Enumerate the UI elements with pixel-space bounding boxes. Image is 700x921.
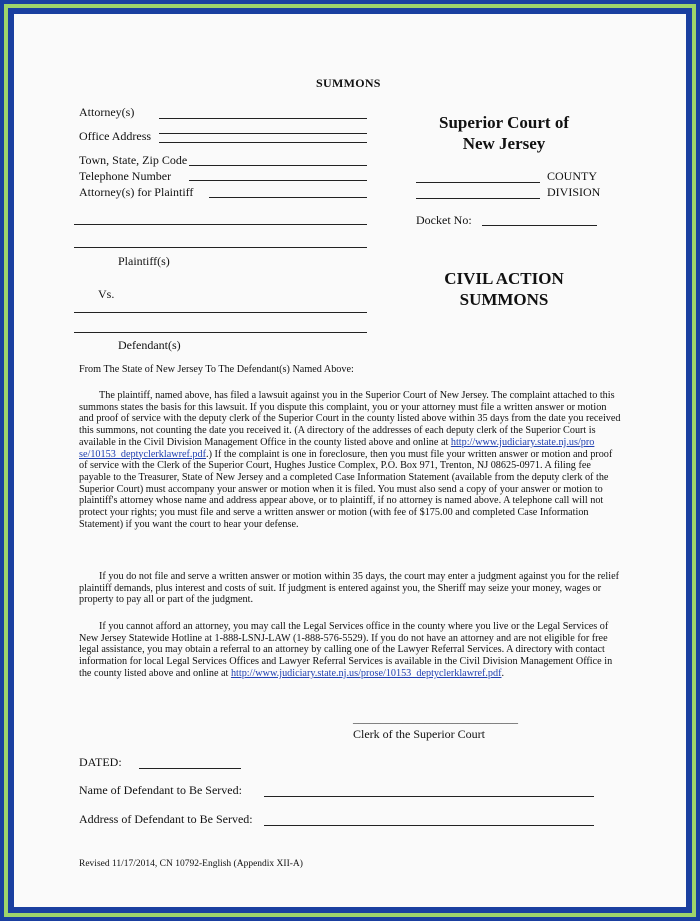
county-line[interactable] bbox=[416, 182, 540, 183]
paragraph-1 bbox=[79, 390, 621, 530]
summons-line: SUMMONS bbox=[459, 290, 549, 309]
defendant-label: Defendant(s) bbox=[118, 338, 181, 352]
defendant-line-1[interactable] bbox=[74, 312, 367, 313]
attorney-line[interactable] bbox=[159, 118, 367, 119]
telephone-label: Telephone Number bbox=[79, 169, 172, 183]
attorney-label: Attorney(s) bbox=[79, 105, 135, 119]
attorney-for-plaintiff-line[interactable] bbox=[209, 197, 367, 198]
document-page bbox=[14, 14, 686, 907]
plaintiff-line-2[interactable] bbox=[74, 247, 367, 248]
county-label: COUNTY bbox=[547, 169, 597, 183]
defendant-line-2[interactable] bbox=[74, 332, 367, 333]
address-of-defendant-label: Address of Defendant to Be Served: bbox=[79, 812, 253, 826]
docket-line[interactable] bbox=[482, 225, 597, 226]
document-title: SUMMONS bbox=[316, 76, 381, 90]
division-label: DIVISION bbox=[547, 185, 601, 199]
paragraph-2: If you do not file and serve a written answer or motion within 35 days, the court may enter a judgment against you for the relief plaintiff demands, plus interest and costs of suit. If judgment is entered against you, the Sheriff may seize your money, wages or property to pay all or part of the judgment. bbox=[79, 571, 619, 606]
office-address-line-1[interactable] bbox=[159, 133, 367, 134]
civil-action-heading bbox=[414, 268, 594, 310]
clerk-signature-line[interactable]: ______________________________ bbox=[353, 713, 518, 725]
town-state-zip-line[interactable] bbox=[189, 165, 367, 166]
town-state-zip-label: Town, State, Zip Code bbox=[79, 153, 188, 167]
paragraph-1-text-a: The plaintiff, named above, has filed a lawsuit against you in the Superior Court of New Jersey. The complaint attached to this summons states the basis for this lawsuit. If you dispute this complaint, you or your attorney must file a written answer or motion and proof of service with the deputy clerk of the Superior Court in the county listed above within 35 days from the date you received this summons, not counting the date you received it. (A directory of the addresses of each deputy clerk of the Superior Court is available in the Civil Division Management Office in the county listed above and online at bbox=[79, 390, 621, 448]
deputy-clerk-directory-link-1[interactable]: http://www.judiciary.state.nj.us/pro se/10153_deptyclerklawref.pdf bbox=[79, 436, 595, 460]
clerk-label: Clerk of the Superior Court bbox=[353, 727, 485, 741]
paragraph-3-text-a: If you cannot afford an attorney, you may call the Legal Services office in the county where you live or the Legal Services of New Jersey Statewide Hotline at 1-888-LSNJ-LAW (1-888-576-5529). If you do not have an attorney and are not eligible for free legal assistance, you may obtain a referral to an attorney by calling one of the Lawyer Referral Services. A directory with contact information for local Legal Services Offices and Lawyer Referral Services is available in the Civil Division Management Office in the county listed above and online at bbox=[79, 621, 613, 679]
dated-label: DATED: bbox=[79, 755, 122, 769]
office-address-label: Office Address bbox=[79, 129, 152, 143]
name-of-defendant-line[interactable] bbox=[264, 796, 594, 797]
docket-label: Docket No: bbox=[416, 213, 472, 227]
plaintiff-line-1[interactable] bbox=[74, 224, 367, 225]
court-name bbox=[414, 112, 594, 154]
dated-line[interactable] bbox=[139, 768, 241, 769]
intro-text: From The State of New Jersey To The Defendant(s) Named Above: bbox=[79, 364, 354, 375]
name-of-defendant-label: Name of Defendant to Be Served: bbox=[79, 783, 242, 797]
paragraph-3 bbox=[79, 621, 621, 680]
court-name-line-2: New Jersey bbox=[462, 134, 546, 153]
civil-action-line: CIVIL ACTION bbox=[444, 269, 564, 288]
court-name-line-1: Superior Court of bbox=[438, 113, 569, 132]
paragraph-1-text-b: .) If the complaint is one in foreclosure, then you must file your written answer or motion and proof of service with the Clerk of the Superior Court, Hughes Justice Complex, P.O. Box 971, Trenton, NJ 08625-0971. A filing fee payable to the Treasurer, State of New Jersey and a completed Case Information Statement (available from the deputy clerk of the Superior Court) must accompany your answer or motion when it is filed. You must also send a copy of your answer or motion to plaintiff's attorney whose name and address appear above, or to plaintiff, if no attorney is named above. A telephone call will not protect your rights; you must file and serve a written answer or motion (with fee of $175.00 and completed Case Information Statement) if you want the court to hear your defense. bbox=[79, 448, 613, 530]
revision-footer: Revised 11/17/2014, CN 10792-English (Appendix XII-A) bbox=[79, 859, 303, 869]
address-of-defendant-line[interactable] bbox=[264, 825, 594, 826]
paragraph-3-text-b: . bbox=[501, 667, 505, 679]
attorney-for-plaintiff-label: Attorney(s) for Plaintiff bbox=[79, 185, 194, 199]
deputy-clerk-directory-link-2[interactable]: http://www.judiciary.state.nj.us/prose/10153_deptyclerklawref.pdf bbox=[230, 667, 502, 679]
division-line[interactable] bbox=[416, 198, 540, 199]
telephone-line[interactable] bbox=[189, 180, 367, 181]
vs-label: Vs. bbox=[98, 287, 115, 301]
office-address-line-2[interactable] bbox=[159, 142, 367, 143]
plaintiff-label: Plaintiff(s) bbox=[118, 254, 170, 268]
